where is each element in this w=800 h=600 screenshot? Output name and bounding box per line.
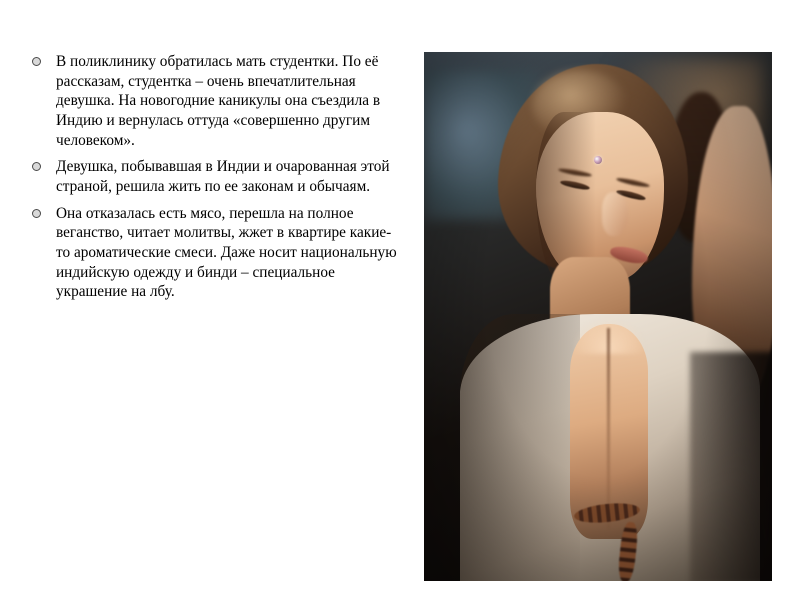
praying-hands-crease <box>607 328 610 528</box>
bullet-marker-icon <box>32 209 41 218</box>
bullet-list <box>28 52 400 302</box>
bullet-marker-icon <box>32 57 41 66</box>
person-robe-shadow <box>460 314 580 581</box>
photo-canvas <box>424 52 772 581</box>
bindi-icon <box>594 156 602 164</box>
bullet-marker-icon <box>32 162 41 171</box>
bullet-text: Она отказалась есть мясо, перешла на полное веганство, читает молитвы, жжет в квартире какие-то ароматические смеси. Даже носит национальную индийскую одежду и бинди – специальное украшение на лбу. <box>56 204 397 301</box>
list-item <box>28 204 400 302</box>
slide-photo <box>424 52 772 581</box>
person-nose <box>602 192 628 236</box>
list-item <box>28 157 400 196</box>
bullet-text: В поликлинику обратилась мать студентки. По её рассказам, студентка – очень впечатлительная девушка. На новогодние каникулы она съездила в Индию и вернулась оттуда «совершенно другим человеком». <box>56 53 381 149</box>
text-column <box>28 52 400 309</box>
person-robe-dark-edge <box>690 352 772 581</box>
bullet-text: Девушка, побывавшая в Индии и очарованная этой страной, решила жить по ее законам и обычаям. <box>56 158 390 195</box>
list-item <box>28 52 400 150</box>
